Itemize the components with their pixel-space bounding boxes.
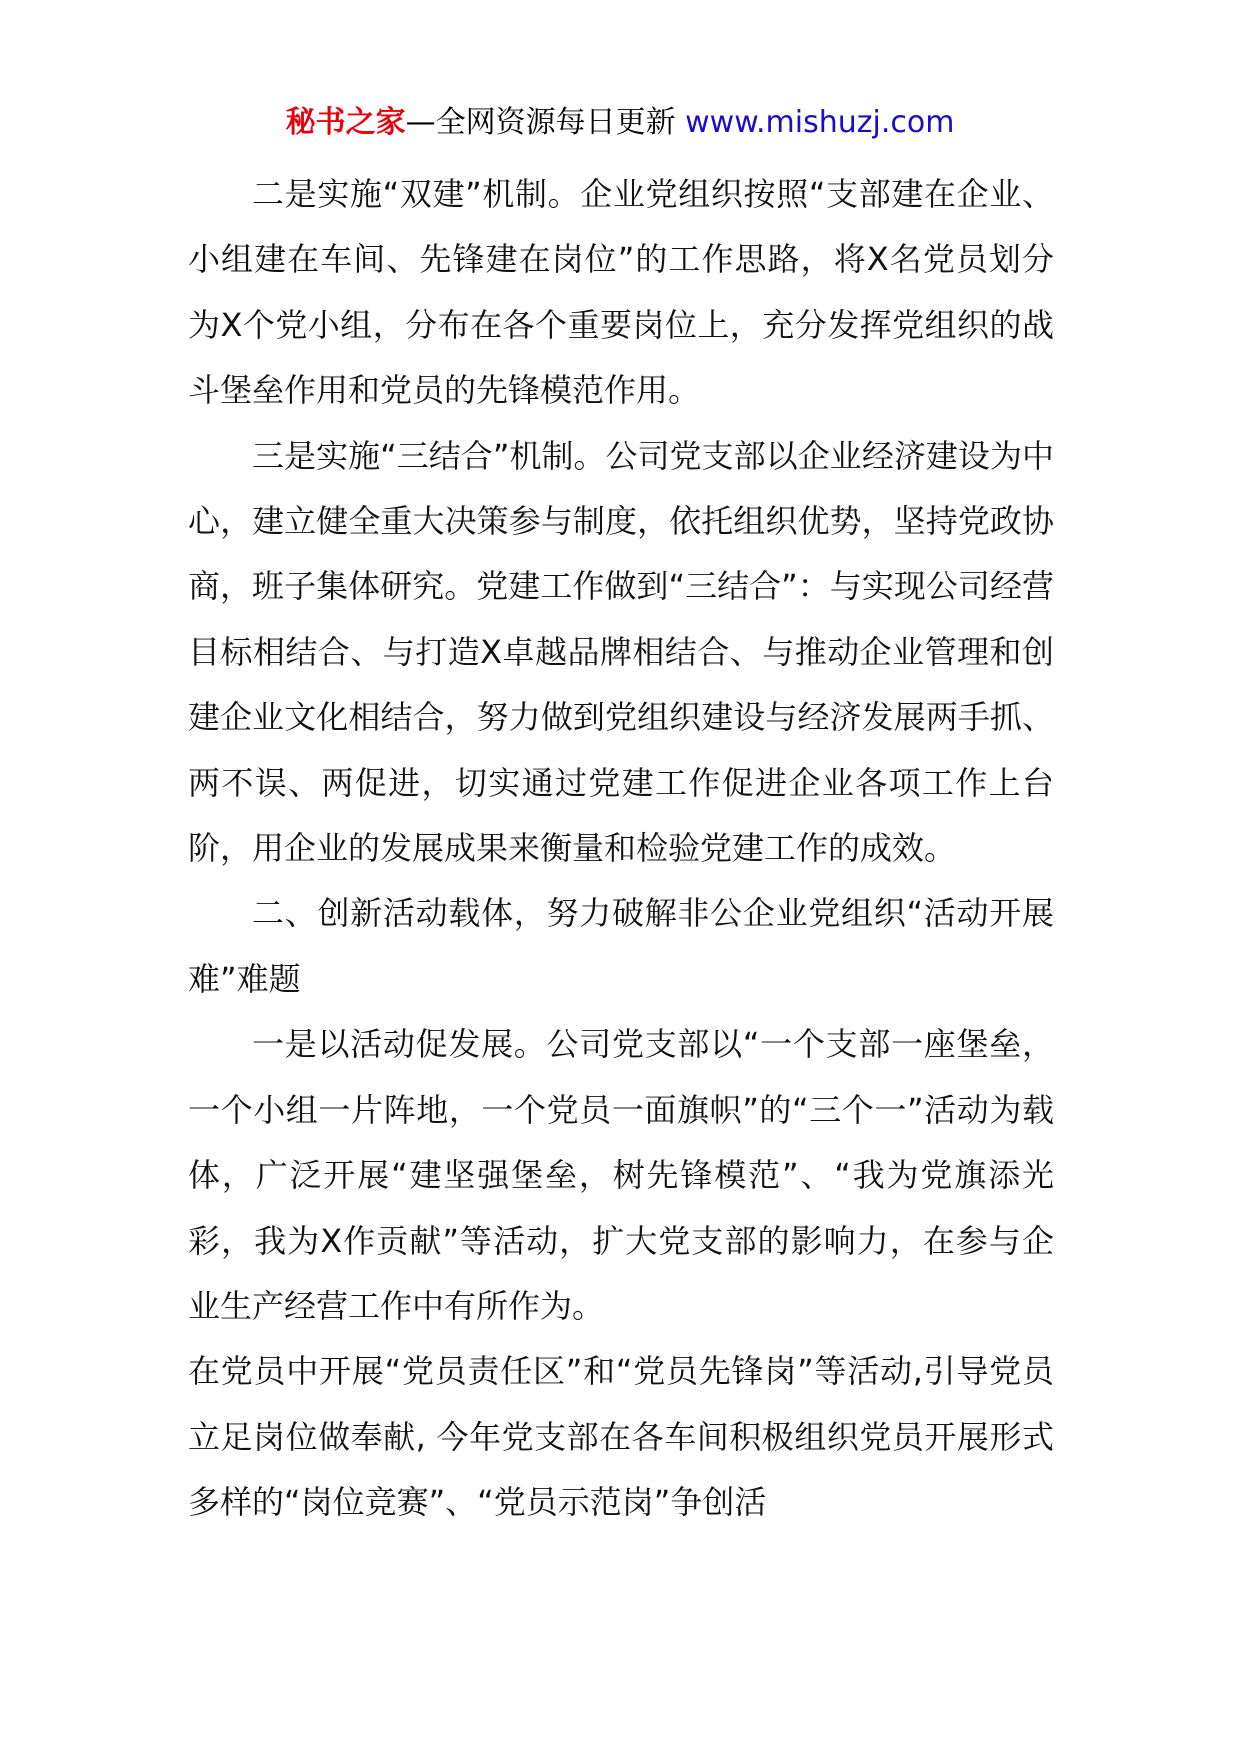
section-heading-2: 二、创新活动载体，努力破解非公企业党组织“活动开展难”难题 [188, 894, 1054, 998]
site-url[interactable]: www.mishuzj.com [685, 105, 955, 140]
site-name: 秘书之家 [285, 105, 406, 140]
site-slogan: —全网资源每日更新 [405, 105, 686, 140]
document-body [188, 162, 1054, 1536]
paragraph-party-member-activities: 在党员中开展“党员责任区”和“党员先锋岗”等活动,引导党员立足岗位做奉献, 今年党支部在各车间积极组织党员开展形式多样的“岗位竞赛”、“党员示范岗”争创活 [188, 1352, 1054, 1522]
site-header [0, 98, 1240, 148]
paragraph-sanjiehe: 三是实施“三结合”机制。公司党支部以企业经济建设为中心，建立健全重大决策参与制度，依托组织优势，坚持党政协商，班子集体研究。党建工作做到“三结合”：与实现公司经营目标相结合、与打造X卓越品牌相结合、与推动企业管理和创建企业文化相结合，努力做到党组织建设与经济发展两手抓、两不误、两促进，切实通过党建工作促进企业各项工作上台阶，用企业的发展成果来衡量和检验党建工作的成效。 [188, 436, 1054, 868]
paragraph-activity: 一是以活动促发展。公司党支部以“一个支部一座堡垒，一个小组一片阵地，一个党员一面旗帜”的“三个一”活动为载体，广泛开展“建坚强堡垒，树先锋模范”、“我为党旗添光彩，我为X作贡献”等活动，扩大党支部的影响力，在参与企业生产经营工作中有所作为。 [188, 1025, 1054, 1325]
paragraph-shuangjian: 二是实施“双建”机制。企业党组织按照“支部建在企业、小组建在车间、先锋建在岗位”的工作思路，将X名党员划分为X个党小组，分布在各个重要岗位上，充分发挥党组织的战斗堡垒作用和党员的先锋模范作用。 [188, 175, 1054, 410]
